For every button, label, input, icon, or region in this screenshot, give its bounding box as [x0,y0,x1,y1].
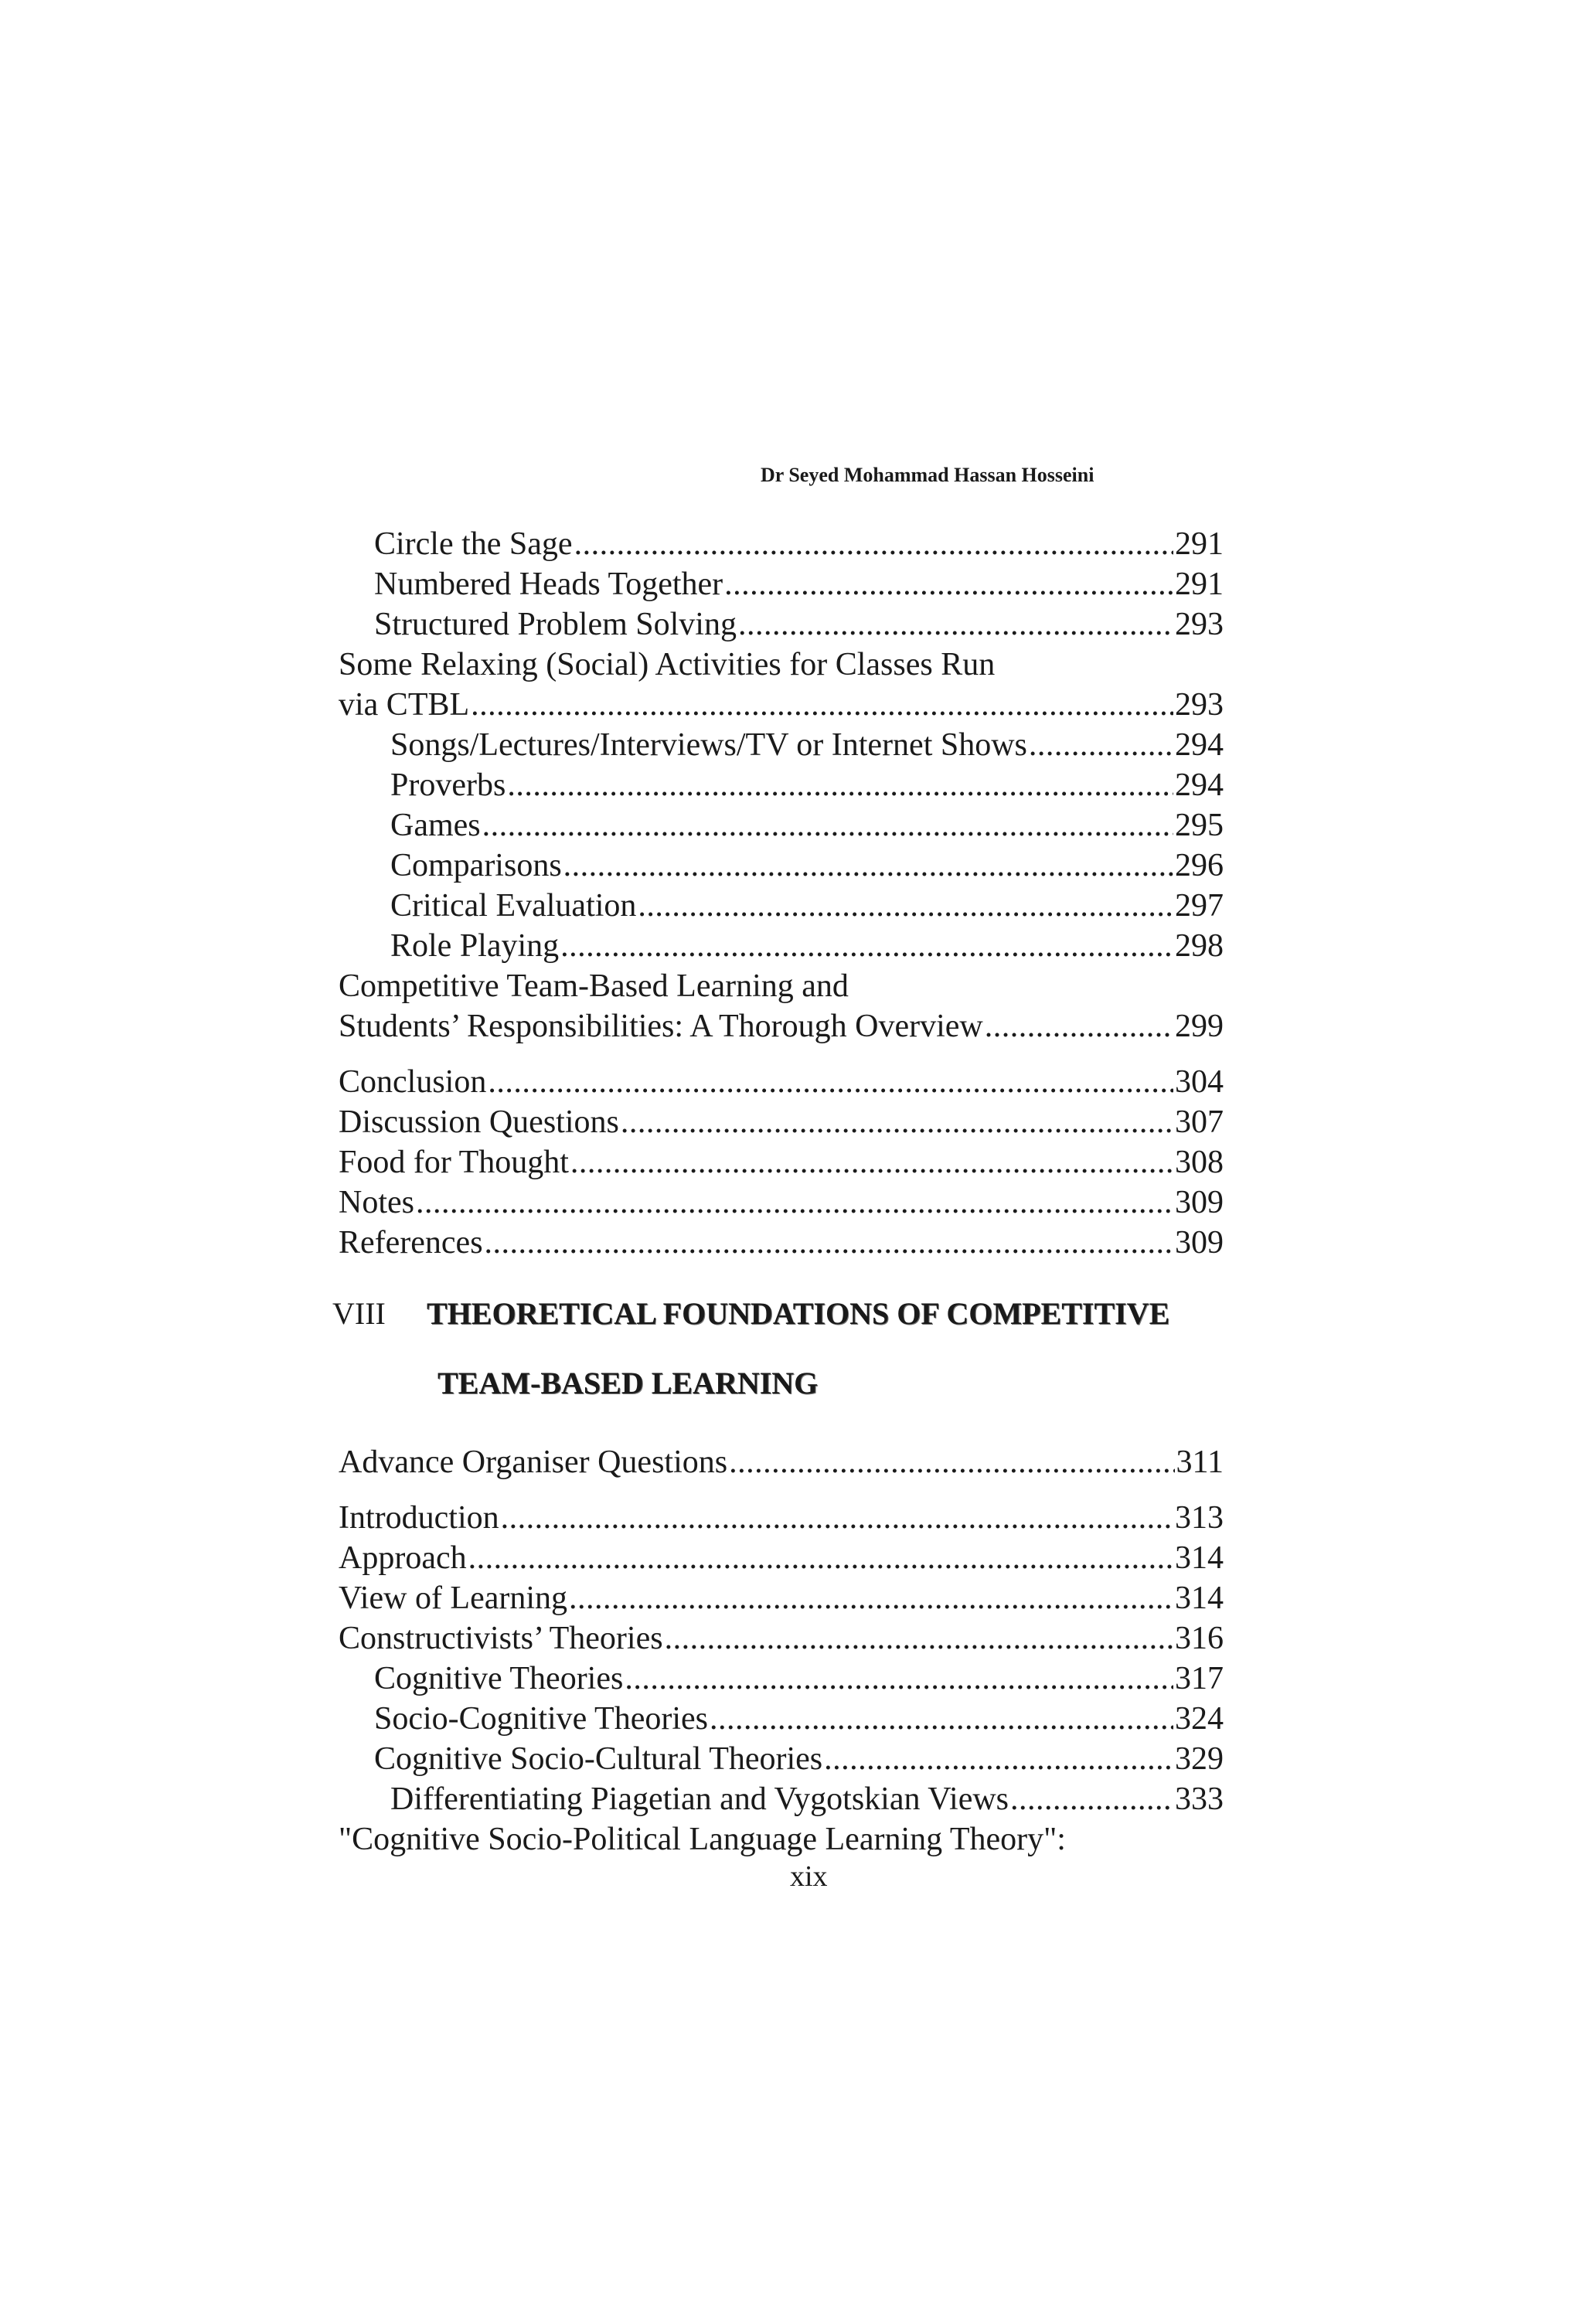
toc-entry [339,1618,1224,1659]
toc-entry-page: 307 [1175,1104,1224,1140]
toc-entry-page: 295 [1175,808,1224,843]
toc-entry-page: 291 [1175,567,1224,602]
toc-entry-page: 294 [1175,767,1224,803]
toc-entry-title: Structured Problem Solving [374,607,737,642]
toc-entry-page: 304 [1175,1064,1224,1100]
toc-entry-page: 293 [1175,607,1224,642]
toc-entry-page: 291 [1175,526,1224,562]
dot-leader [507,765,1173,805]
dot-leader [569,1578,1173,1618]
toc-entry-title: Cognitive Theories [374,1661,624,1696]
dot-leader [416,1182,1173,1223]
toc-entry [339,1442,1224,1482]
toc-entry-page: 324 [1175,1701,1224,1737]
toc-entry-title: View of Learning [339,1581,568,1616]
toc-entry-title: Comparisons [390,848,562,883]
dot-leader [482,805,1173,846]
toc-entry-title: Cognitive Socio-Cultural Theories [374,1741,823,1777]
toc-entry [339,685,1224,725]
toc-entry [339,1102,1224,1142]
toc-entry [390,926,1224,966]
toc-entry-page: 333 [1175,1781,1224,1817]
toc-entry-page: 299 [1175,1009,1224,1044]
toc-entry [374,564,1224,604]
toc-entry [374,1739,1224,1779]
toc-entry [390,805,1224,846]
toc-entry [390,765,1224,805]
toc-entry-page: 329 [1175,1741,1224,1777]
toc-entry-title: Numbered Heads Together [374,567,723,602]
toc-entry-page: 316 [1175,1621,1224,1656]
toc-entry [339,1182,1224,1223]
toc-entry-title: Differentiating Piagetian and Vygotskian Views [390,1781,1009,1817]
toc-entry-title-line: Some Relaxing (Social) Activities for Classes Run [339,647,996,682]
toc-entry-title: Role Playing [390,928,560,964]
toc-entry [390,1779,1224,1819]
toc-entry [374,524,1224,564]
dot-leader [738,604,1173,645]
toc-entry-page: 314 [1175,1581,1224,1616]
toc-entry-page: 314 [1175,1540,1224,1576]
chapter-title: THEORETICAL FOUNDATIONS OF COMPETITIVE [427,1296,1170,1331]
toc-entry [374,604,1224,645]
toc-entry [390,886,1224,926]
toc-entry [339,1578,1224,1618]
dot-leader [638,886,1173,926]
toc-entry-page: 309 [1175,1225,1224,1261]
toc-entry [339,1498,1224,1538]
toc-entry-title: Approach [339,1540,467,1576]
dot-leader [625,1659,1173,1699]
dot-leader [501,1498,1173,1538]
toc-entry-page: 298 [1175,928,1224,964]
toc-entry-title: Critical Evaluation [390,888,637,924]
toc-entry-title: Circle the Sage [374,526,573,562]
dot-leader [985,1006,1173,1046]
toc-entry [339,1223,1224,1263]
toc-entry [390,725,1224,765]
toc-entry-page: 293 [1175,687,1224,723]
toc-entry-title: Food for Thought [339,1145,569,1180]
toc-entry-title: Students’ Responsibilities: A Thorough Overview [339,1009,983,1044]
toc-entry-title: Proverbs [390,767,506,803]
toc-entry-page: 313 [1175,1500,1224,1536]
chapter-number: VIII [332,1296,386,1331]
dot-leader [485,1223,1173,1263]
toc-entry-title: Constructivists’ Theories [339,1621,663,1656]
toc-entry-page: 296 [1175,848,1224,883]
toc-entry [339,1142,1224,1182]
toc-entry [339,1006,1224,1046]
toc-entry-page: 311 [1176,1444,1224,1480]
toc-entry [339,1538,1224,1578]
dot-leader [729,1442,1174,1482]
toc-entry-title: Notes [339,1185,414,1220]
toc-entry-title: Socio-Cognitive Theories [374,1701,708,1737]
toc-entry-title: Introduction [339,1500,499,1536]
chapter-title-continued: TEAM-BASED LEARNING [437,1366,819,1400]
toc-entry-page: 297 [1175,888,1224,924]
toc-entry-page: 308 [1175,1145,1224,1180]
dot-leader [574,524,1173,564]
dot-leader [710,1699,1173,1739]
dot-leader [560,926,1173,966]
dot-leader [563,846,1173,886]
dot-leader [1010,1779,1173,1819]
toc-entry [374,1699,1224,1739]
page-number: xix [790,1860,828,1893]
toc-entry-title-line: Competitive Team-Based Learning and [339,968,849,1004]
toc-entry [339,1062,1224,1102]
dot-leader [471,685,1173,725]
toc-entry-title: Discussion Questions [339,1104,619,1140]
toc-entry-page: 309 [1175,1185,1224,1220]
dot-leader [621,1102,1173,1142]
toc-entry [390,846,1224,886]
toc-entry-title: Games [390,808,481,843]
dot-leader [488,1062,1173,1102]
dot-leader [665,1618,1173,1659]
dot-leader [468,1538,1173,1578]
dot-leader [1029,725,1173,765]
dot-leader [824,1739,1173,1779]
toc-entry-title: Songs/Lectures/Interviews/TV or Internet Shows [390,727,1027,763]
toc-entry-title: Advance Organiser Questions [339,1444,728,1480]
running-head: Dr Seyed Mohammad Hassan Hosseini [761,464,1094,486]
toc-entry-title: References [339,1225,483,1261]
dot-leader [724,564,1173,604]
toc-entry-title: Conclusion [339,1064,487,1100]
toc-entry-page: 317 [1175,1661,1224,1696]
dot-leader [570,1142,1173,1182]
toc-entry-title-line: "Cognitive Socio-Political Language Learning Theory": [339,1822,1066,1857]
toc-entry-title: via CTBL [339,687,470,723]
toc-entry [374,1659,1224,1699]
toc-entry-page: 294 [1175,727,1224,763]
